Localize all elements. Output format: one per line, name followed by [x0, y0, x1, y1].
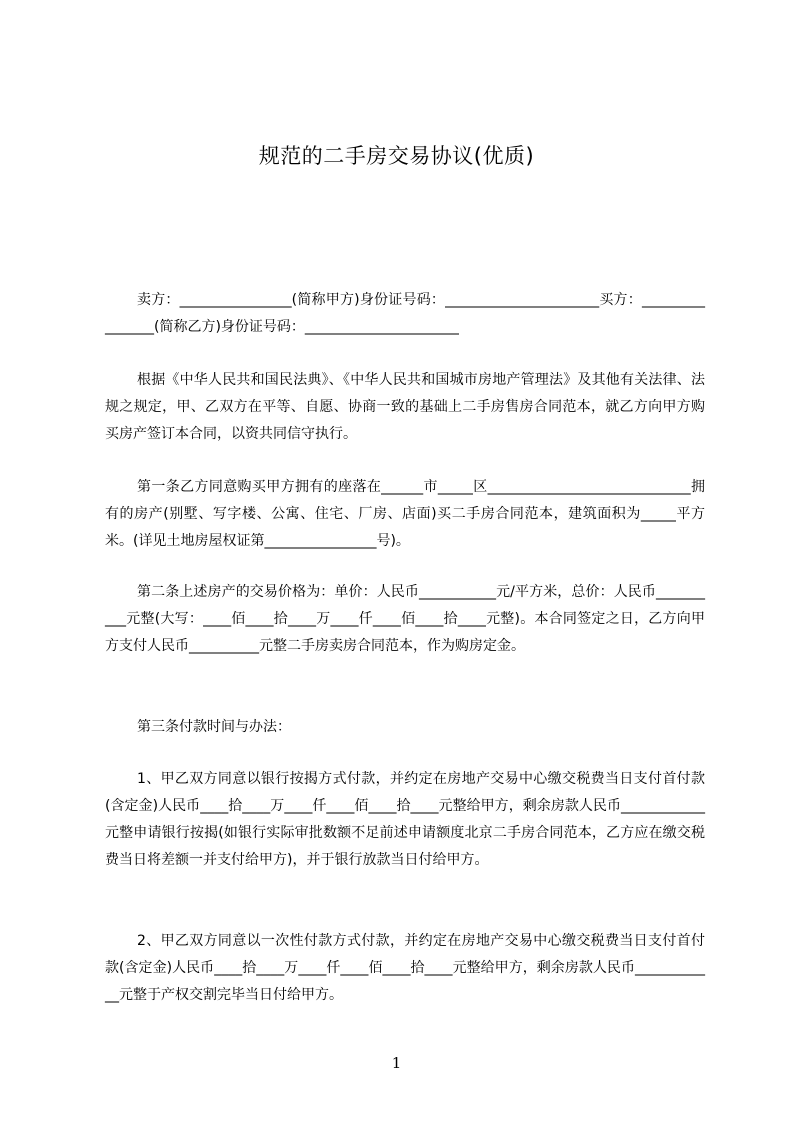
payment-method-two-paragraph: 2、甲乙双方同意以一次性付款方式付款，并约定在房地产交易中心缴交税费当日支付首付款(含定金)人民币____拾____万____仟____佰____拾____元整给甲方，剩余房款人民币____________元整于产权交割完毕当日付给甲方。 [105, 933, 705, 1003]
legal-basis-paragraph: 根据《中华人民共和国民法典》、《中华人民共和国城市房地产管理法》及其他有关法律、法规之规定，甲、乙双方在平等、自愿、协商一致的基础上二手房售房合同范本，就乙方向甲方购买房产签订本合同，以资共同信守执行。 [105, 372, 705, 442]
payment-method-one-paragraph: 1、甲乙双方同意以银行按揭方式付款，并约定在房地产交易中心缴交税费当日支付首付款(含定金)人民币____拾____万____仟____佰____拾____元整给甲方，剩余房款人民币____________元整申请银行按揭(如银行实际审批数额不足前述申请额度北京二手房合同范本，乙方应在缴交税费当日将差额一并支付给甲方)，并于银行放款当日付给甲方。 [105, 771, 705, 868]
article-two-paragraph: 第二条上述房产的交易价格为：单价：人民币___________元/平方米，总价：人民币__________元整(大写：____佰____拾____万____仟____佰____拾____元整)。本合同签定之日，乙方向甲方支付人民币__________元整二手房卖房合同范本，作为购房定金。 [105, 584, 705, 654]
document-title: 规范的二手房交易协议(优质) [258, 144, 535, 168]
article-one-paragraph: 第一条乙方同意购买甲方拥有的座落在______市_____区_____________________________拥有的房产(别墅、写字楼、公寓、住宅、厂房、店面)买二手房合同范本，建筑面积为_____平方米。(详见土地房屋权证第________________号)。 [105, 479, 705, 549]
article-three-heading: 第三条付款时间与办法： [137, 719, 291, 735]
parties-paragraph: 卖方：________________(简称甲方)身份证号码：______________________买方：________________(简称乙方)身份证号码：______________________ [105, 292, 705, 335]
page-number: 1 [391, 1054, 402, 1072]
